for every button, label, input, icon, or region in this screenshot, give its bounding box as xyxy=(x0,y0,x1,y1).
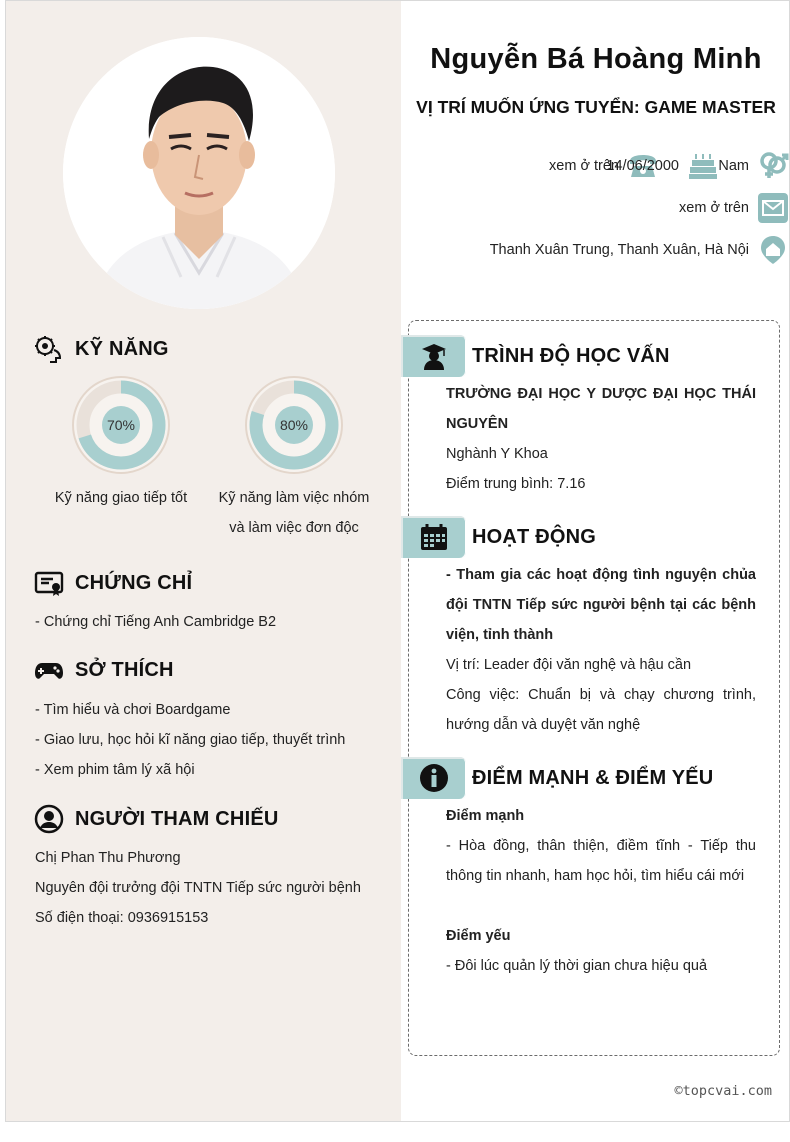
hobby-item: - Xem phim tâm lý xã hội xyxy=(35,762,195,778)
education-major: Nghành Y Khoa xyxy=(446,446,548,462)
hobbies-heading xyxy=(33,654,174,686)
activities-heading xyxy=(401,516,596,558)
skill-ring xyxy=(244,375,344,475)
profile-photo xyxy=(63,37,335,309)
skill-percent: 80% xyxy=(279,417,309,433)
phone-text: xem ở trên xyxy=(549,158,619,174)
activity-work: Công việc: Chuẩn bị và chạy chương trình, hướng dẫn và duyệt văn nghệ xyxy=(446,687,756,733)
skill-ring xyxy=(71,375,171,475)
address-text: Thanh Xuân Trung, Thanh Xuân, Hà Nội xyxy=(489,242,749,258)
activity-title: - Tham gia các hoạt động tình nguyện chủa đội TNTN Tiếp sức người bệnh tại các bệnh viện, tỉnh thành xyxy=(446,567,756,643)
user-circle-icon xyxy=(33,803,65,835)
left-column xyxy=(6,1,401,1121)
strengths-heading xyxy=(401,757,713,799)
cake-icon xyxy=(687,150,719,182)
hobby-item: - Tìm hiểu và chơi Boardgame xyxy=(35,702,231,718)
calendar-icon xyxy=(419,522,449,552)
weakness-text: - Đôi lúc quản lý thời gian chưa hiệu quả xyxy=(446,958,708,974)
certificates-heading-text: CHỨNG CHỈ xyxy=(75,571,193,594)
brain-gear-icon xyxy=(33,333,65,365)
contact-address xyxy=(490,234,789,266)
graduate-icon xyxy=(419,341,449,371)
reference-line: Số điện thoại: 0936915153 xyxy=(35,910,209,926)
candidate-name: Nguyễn Bá Hoàng Minh xyxy=(430,43,762,75)
reference-heading-text: NGƯỜI THAM CHIẾU xyxy=(75,807,279,830)
strengths-tab xyxy=(401,757,466,799)
desired-position: VỊ TRÍ MUỐN ỨNG TUYỂN: GAME MASTER xyxy=(416,97,776,117)
birthday-text: 14/06/2000 xyxy=(606,158,679,174)
activities-heading-text: HOẠT ĐỘNG xyxy=(472,525,597,548)
envelope-icon xyxy=(757,192,789,224)
contact-birthday xyxy=(606,150,719,182)
contact-email xyxy=(679,192,789,224)
education-heading-text: TRÌNH ĐỘ HỌC VẤN xyxy=(472,344,670,367)
hobby-item: - Giao lưu, học hỏi kĩ năng giao tiếp, thuyết trình xyxy=(35,732,346,748)
activities-tab xyxy=(401,516,466,558)
info-icon xyxy=(419,763,449,793)
contact-gender xyxy=(718,150,789,182)
gender-text: Nam xyxy=(718,158,749,174)
strength-text: - Hòa đồng, thân thiện, điềm tĩnh - Tiếp thu thông tin nhanh, ham học hỏi, tìm hiểu cái mới xyxy=(446,838,756,884)
location-pin-icon xyxy=(757,234,789,266)
reference-heading xyxy=(33,803,279,835)
skill-item xyxy=(204,375,384,543)
skill-label-line: Kỹ năng làm việc nhóm xyxy=(218,490,370,506)
skills-heading-text: KỸ NĂNG xyxy=(75,337,169,360)
skill-label xyxy=(204,483,384,543)
skills-heading xyxy=(33,333,169,365)
skill-label-line: và làm việc đơn độc xyxy=(229,520,359,536)
skill-item xyxy=(31,375,211,513)
education-heading xyxy=(401,335,670,377)
certificates-heading xyxy=(33,567,192,599)
email-text: xem ở trên xyxy=(679,200,749,216)
cv-page xyxy=(5,0,790,1122)
education-gpa: Điểm trung bình: 7.16 xyxy=(446,476,586,492)
activity-role: Vị trí: Leader đội văn nghệ và hậu cần xyxy=(446,657,692,673)
strength-title: Điểm mạnh xyxy=(446,808,525,824)
reference-line: Chị Phan Thu Phương xyxy=(35,850,181,866)
certificate-item: - Chứng chỉ Tiếng Anh Cambridge B2 xyxy=(35,614,277,630)
education-tab xyxy=(401,335,466,377)
skill-label: Kỹ năng giao tiếp tốt xyxy=(54,490,188,506)
gender-icon xyxy=(757,150,789,182)
reference-line: Nguyên đội trưởng đội TNTN Tiếp sức người bệnh xyxy=(35,880,361,896)
education-school: TRƯỜNG ĐẠI HỌC Y DƯỢC ĐẠI HỌC THÁI NGUYÊN xyxy=(446,386,756,432)
hobbies-heading-text: SỞ THÍCH xyxy=(75,658,174,681)
weakness-title: Điểm yếu xyxy=(446,928,511,944)
strengths-heading-text: ĐIỂM MẠNH & ĐIỂM YẾU xyxy=(472,766,714,789)
skill-percent: 70% xyxy=(106,417,136,433)
certificate-icon xyxy=(33,567,65,599)
watermark: ©topcvai.com xyxy=(674,1083,772,1099)
gamepad-icon xyxy=(33,654,65,686)
